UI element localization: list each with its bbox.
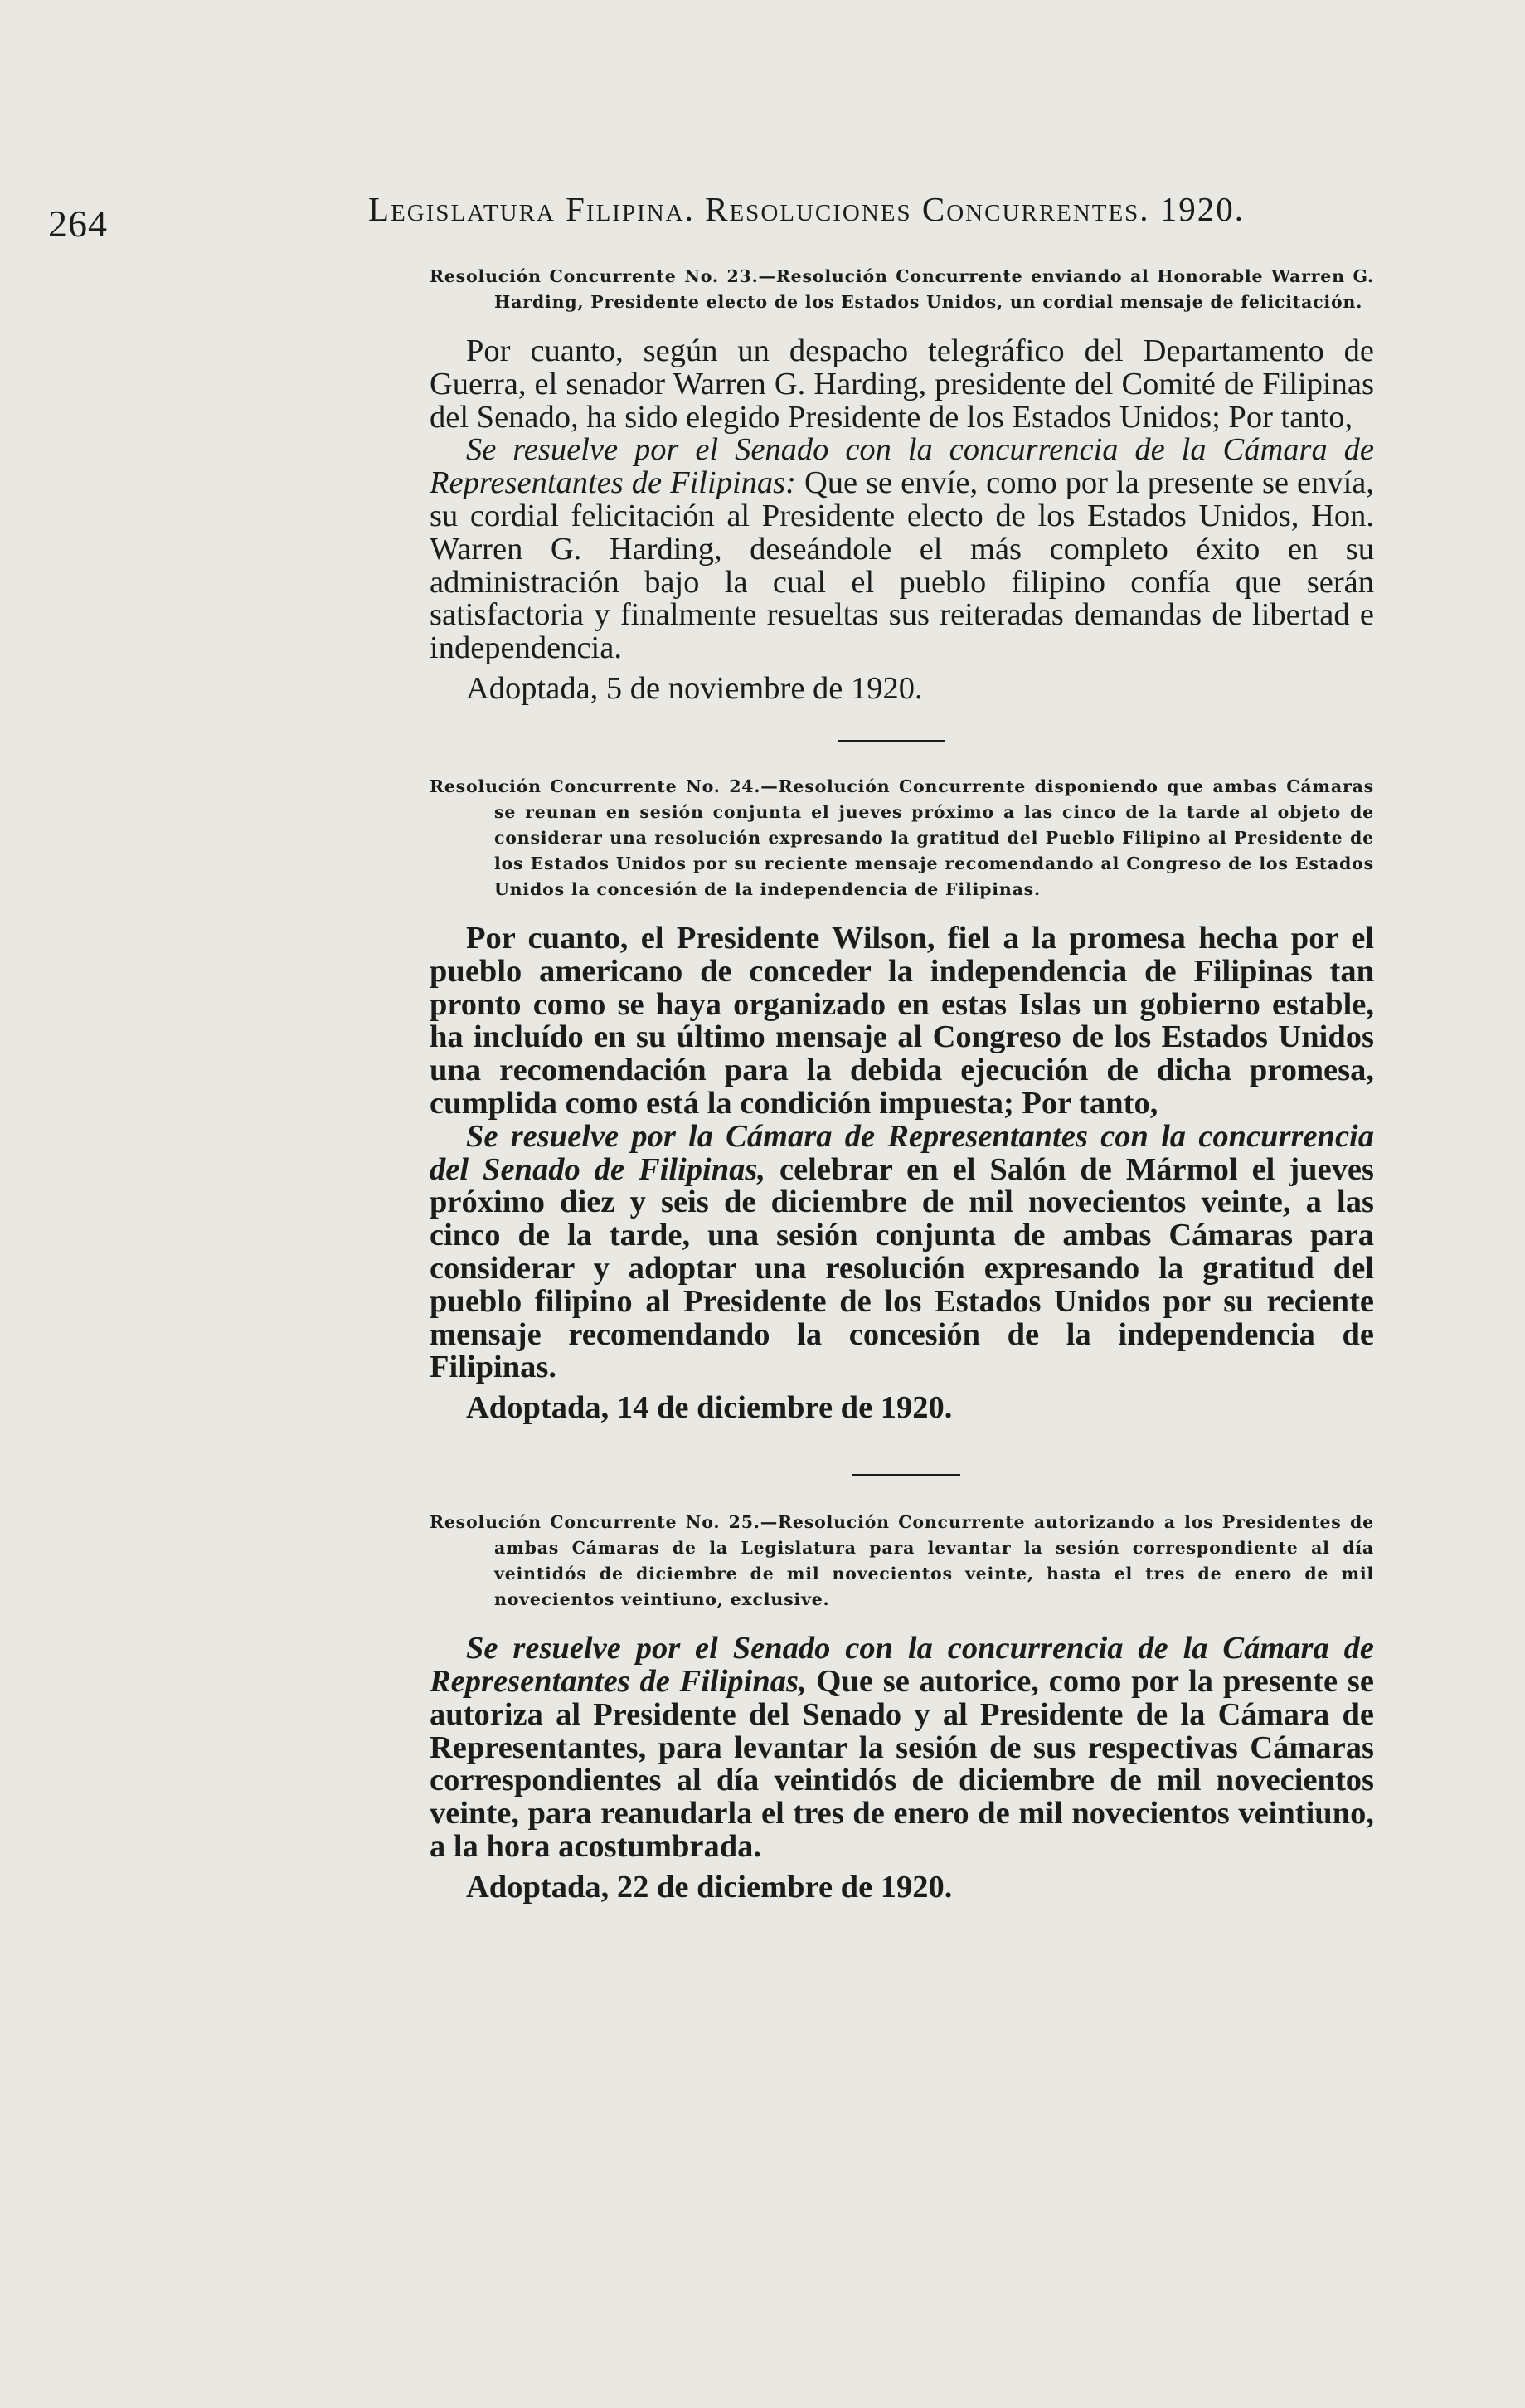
resolution-23 (430, 264, 1374, 705)
text-column (430, 264, 1374, 1904)
adopted-date: Adoptada, 5 de noviembre de 1920. (466, 670, 923, 706)
resolution-24 (430, 774, 1374, 1424)
adopted-date: Adoptada, 14 de diciembre de 1920. (466, 1390, 953, 1426)
resolved-paragraph (430, 434, 1374, 665)
resolved-body: celebrar en el Salón de Mármol el jueves próximo diez y seis de diciembre de mil novecientos veinte, a las cinco de la tarde, una sesión conjunta de ambas Cámaras para considerar y adoptar una resolución expresando la gratitud del pueblo filipino al Presidente de los Estados Unidos por su reciente mensaje recomendando la concesión de la independencia de Filipinas. (430, 1151, 1374, 1385)
resolution-heading: Resolución Concurrente No. 23.—Resolución Concurrente enviando al Honorable Warren G. Harding, Presidente electo de los Estados Unidos, un cordial mensaje de felicitación. (430, 266, 1374, 312)
resolved-clause: Se resuelve por la Cámara de Representantes con la concurrencia del Senado de Filipinas, (430, 1118, 1374, 1187)
resolution-heading: Resolución Concurrente No. 24.—Resolución Concurrente disponiendo que ambas Cámaras se reunan en sesión conjunta el jueves próximo a las cinco de la tarde al objeto de considerar una resolución expresando la gratitud del Pueblo Filipino al Presidente de los Estados Unidos por su reciente mensaje recomendando al Congreso de los Estados Unidos la concesión de la independencia de Filipinas. (430, 776, 1374, 899)
resolved-clause: Se resuelve por el Senado con la concurrencia de la Cámara de Representantes de Filipinas: (430, 432, 1374, 501)
running-title: Legislatura Filipina. Resoluciones Concurrentes. 1920. (368, 190, 1246, 228)
resolution-25 (430, 1510, 1374, 1904)
resolved-clause: Se resuelve por el Senado con la concurrencia de la Cámara de Representantes de Filipinas, (430, 1631, 1374, 1699)
section-divider (838, 740, 945, 742)
resolved-body: Que se envíe, como por la presente se envía, su cordial felicitación al Presidente electo de los Estados Unidos, Hon. Warren G. Harding, deseándole el más completo éxito en su administración bajo la cual el pueblo filipino confía que serán satisfactoria y finalmente resueltas sus reiteradas demandas de libertad e independencia. (430, 465, 1374, 666)
resolution-heading: Resolución Concurrente No. 25.—Resolución Concurrente autorizando a los Presidentes de ambas Cámaras de la Legislatura para levantar la sesión correspondiente al día veintidós de diciembre de mil novecientos veinte, hasta el tres de enero de mil novecientos veintiuno, exclusive. (430, 1512, 1374, 1610)
page-number: 264 (48, 202, 108, 245)
resolved-paragraph (430, 1632, 1374, 1864)
whereas-paragraph: Por cuanto, el Presidente Wilson, fiel a la promesa hecha por el pueblo americano de conceder la independencia de Filipinas tan pronto como se haya organizado en estas Islas un gobierno estable, ha incluído en su último mensaje al Congreso de los Estados Unidos una recomendación para la debida ejecución de dicha promesa, cumplida como está la condición impuesta; Por tanto, (430, 920, 1374, 1121)
adopted-date: Adoptada, 22 de diciembre de 1920. (466, 1869, 953, 1905)
whereas-paragraph: Por cuanto, según un despacho telegráfico del Departamento de Guerra, el senador Warren G. Harding, presidente del Comité de Filipinas del Senado, ha sido elegido Presidente de los Estados Unidos; Por tanto, (430, 333, 1374, 435)
section-divider (852, 1474, 960, 1476)
resolved-body: Que se autorice, como por la presente se autoriza al Presidente del Senado y al Presidente de la Cámara de Representantes, para levantar la sesión de sus respectivas Cámaras correspondientes al día veintidós de diciembre de mil novecientos veinte, para reanudarla el tres de enero de mil novecientos veintiuno, a la hora acostumbrada. (430, 1663, 1374, 1864)
resolved-paragraph (430, 1118, 1374, 1385)
